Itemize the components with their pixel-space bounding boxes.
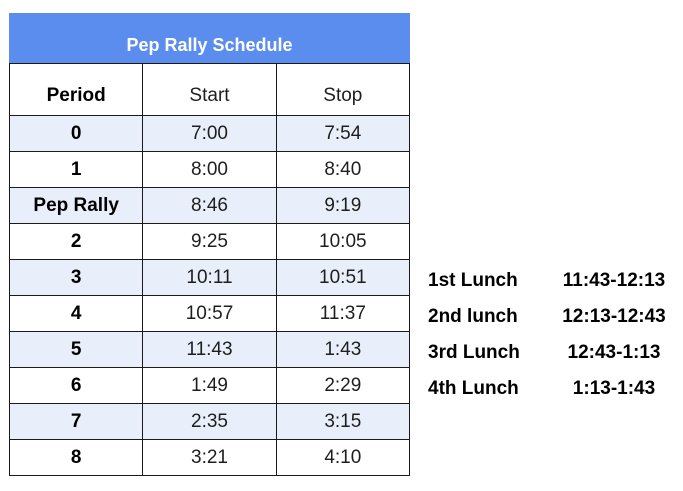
lunch-name: 4th Lunch <box>428 378 519 399</box>
lunch-time: 12:13-12:43 <box>562 306 666 327</box>
period-cell: 6 <box>10 368 143 404</box>
table-title: Pep Rally Schedule <box>10 14 410 64</box>
lunch-time: 1:13-1:43 <box>572 378 656 399</box>
table-row <box>10 368 410 404</box>
stop-cell: 3:15 <box>276 404 409 440</box>
lunch-item <box>420 335 680 371</box>
start-cell: 8:46 <box>143 188 276 224</box>
start-cell: 3:21 <box>143 440 276 476</box>
start-cell: 10:11 <box>143 260 276 296</box>
period-cell: 4 <box>10 296 143 332</box>
table-row <box>10 260 410 296</box>
table-row <box>10 188 410 224</box>
period-cell: 2 <box>10 224 143 260</box>
table-row <box>10 404 410 440</box>
lunch-item <box>420 263 680 299</box>
period-cell: 8 <box>10 440 143 476</box>
lunch-name: 2nd lunch <box>428 306 518 327</box>
lunch-time: 12:43-1:13 <box>567 342 661 363</box>
stop-cell: 2:29 <box>276 368 409 404</box>
start-cell: 2:35 <box>143 404 276 440</box>
stop-cell: 11:37 <box>276 296 409 332</box>
table-row <box>10 152 410 188</box>
table-row <box>10 440 410 476</box>
table-row <box>10 332 410 368</box>
table-row <box>10 224 410 260</box>
period-cell: 1 <box>10 152 143 188</box>
start-cell: 10:57 <box>143 296 276 332</box>
lunch-time: 11:43-12:13 <box>562 270 666 291</box>
period-cell: 7 <box>10 404 143 440</box>
stop-cell: 8:40 <box>276 152 409 188</box>
period-cell: Pep Rally <box>10 188 143 224</box>
table-row <box>10 296 410 332</box>
lunch-item <box>420 371 680 407</box>
header-start: Start <box>143 64 276 116</box>
header-stop: Stop <box>276 64 409 116</box>
stop-cell: 10:05 <box>276 224 409 260</box>
lunch-list <box>420 263 680 407</box>
start-cell: 9:25 <box>143 224 276 260</box>
period-cell: 0 <box>10 116 143 152</box>
stop-cell: 1:43 <box>276 332 409 368</box>
lunch-item <box>420 299 680 335</box>
stop-cell: 10:51 <box>276 260 409 296</box>
header-period: Period <box>10 64 143 116</box>
stop-cell: 4:10 <box>276 440 409 476</box>
stop-cell: 9:19 <box>276 188 409 224</box>
stop-cell: 7:54 <box>276 116 409 152</box>
table-title-row <box>10 14 410 64</box>
table-row <box>10 116 410 152</box>
start-cell: 8:00 <box>143 152 276 188</box>
period-cell: 5 <box>10 332 143 368</box>
lunch-name: 3rd Lunch <box>428 342 520 363</box>
start-cell: 1:49 <box>143 368 276 404</box>
start-cell: 11:43 <box>143 332 276 368</box>
start-cell: 7:00 <box>143 116 276 152</box>
period-cell: 3 <box>10 260 143 296</box>
table-header-row <box>10 64 410 116</box>
pep-rally-schedule-table <box>9 13 410 476</box>
lunch-name: 1st Lunch <box>428 270 518 291</box>
